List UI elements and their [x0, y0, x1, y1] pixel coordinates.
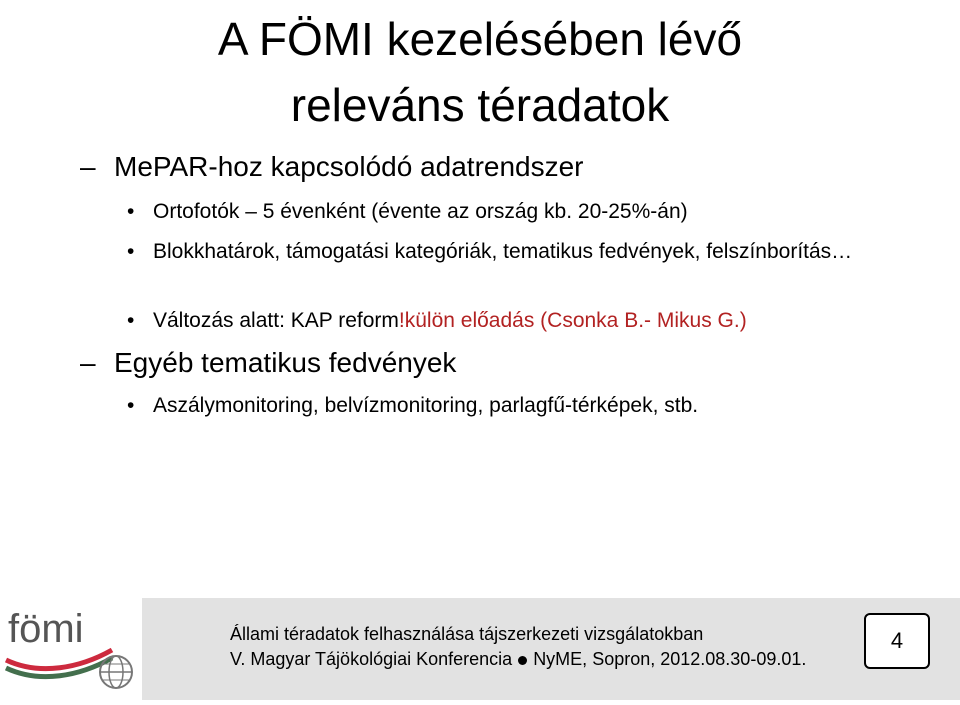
slide-title [0, 6, 960, 138]
dash-marker: – [80, 347, 96, 378]
footer-title: Állami téradatok felhasználása tájszerkezeti vizsgálatokban [230, 624, 704, 644]
dash-marker: – [80, 151, 96, 182]
fomi-logo-icon [0, 598, 142, 700]
conference-name: V. Magyar Tájökológiai Konferencia [230, 649, 513, 669]
title-line-2: releváns téradatok [290, 79, 670, 131]
bullet-icon: • [127, 200, 135, 223]
footer-band [142, 598, 960, 700]
bullet-icon: • [127, 394, 135, 417]
bullet-icon: • [127, 240, 135, 263]
title-line-1: A FÖMI kezelésében lévő [217, 13, 743, 65]
highlight-text: !külön előadás (Csonka B.- Mikus G.) [398, 309, 747, 332]
page-number: 4 [864, 613, 930, 669]
slide-footer [0, 598, 960, 700]
fomi-logo [0, 598, 142, 700]
footer-conference [230, 649, 806, 670]
conference-location: NyME, Sopron, 2012.08.30-09.01. [533, 649, 807, 669]
bullet-text: Változás alatt: KAP reform [153, 309, 399, 332]
bullet-icon: • [127, 309, 135, 332]
dot-separator-icon [518, 656, 527, 665]
logo-text: fömi [8, 607, 84, 651]
